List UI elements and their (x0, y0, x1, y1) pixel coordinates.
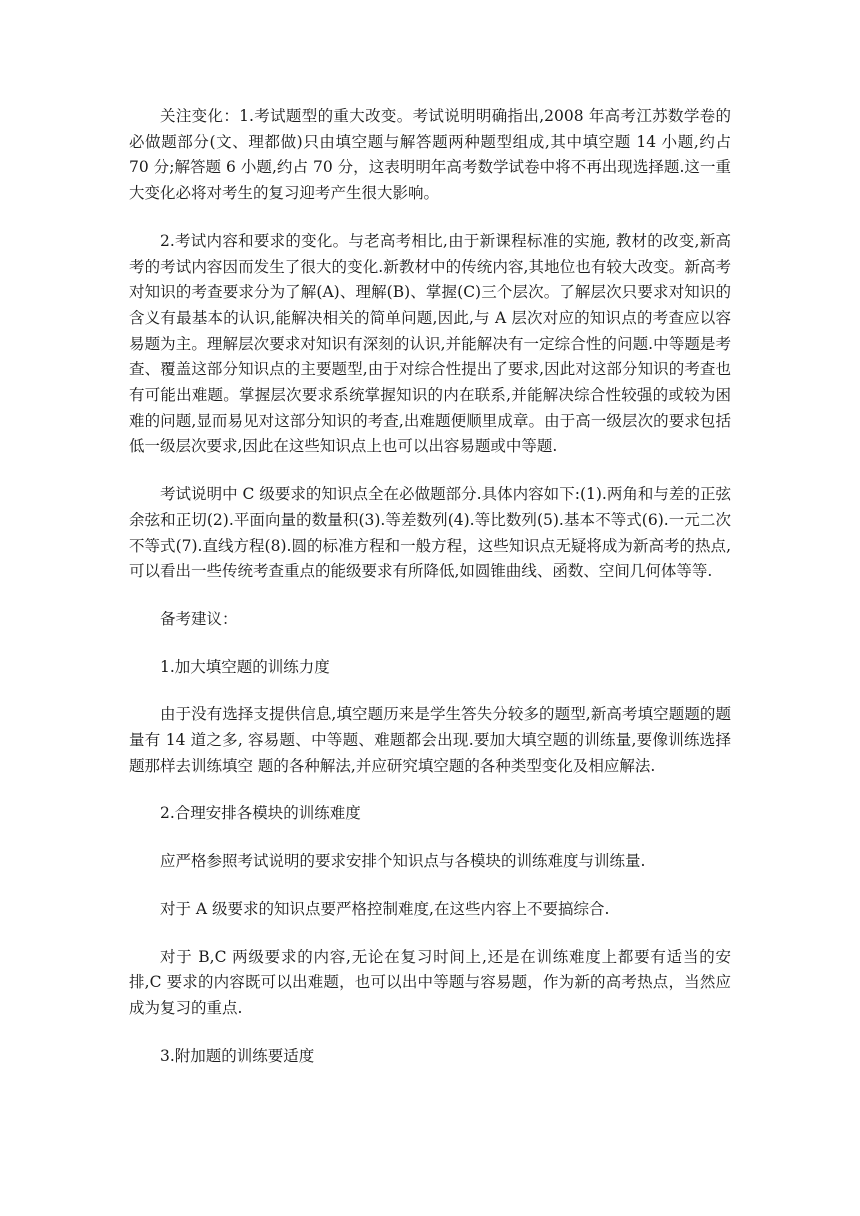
heading-preparation-advice: 备考建议： (160, 609, 238, 628)
paragraph-bc-level: 对于 B,C 两级要求的内容,无论在复习时间上,还是在训练难度上都要有适当的安排,C 要求的内容既可以出难题，也可以出中等题与容易题，作为新的高考热点，当然应成为复习的重点. (129, 947, 731, 1017)
paragraph-exam-format-change: 关注变化：1.考试题型的重大改变。考试说明明确指出,2008 年高考江苏数学卷的必做题部分(文、理都做)只由填空题与解答题两种题型组成,其中填空题 14 小题,约占 70 分;解答题 6 小题,约占 70 分，这表明明年高考数学试卷中将不再出现选择题.这一重大变化必将对考生的复习迎考产生很大影响。 (129, 107, 731, 203)
paragraph-content-requirements: 2.考试内容和要求的变化。与老高考相比,由于新课程标准的实施, 教材的改变,新高考的考试内容因而发生了很大的变化.新教材中的传统内容,其地位也有较大改变。新高考对知识的考查要求分为了解(A)、理解(B)、掌握(C)三个层次。了解层次只要求对知识的含义有最基本的认识,能解决相关的简单问题,因此,与 A 层次对应的知识点的考查应以容易题为主。理解层次要求对知识有深刻的认识,并能解决有一定综合性的问题.中等题是考查、覆盖这部分知识点的主要题型,由于对综合性提出了要求,因此对这部分知识的考查也有可能出难题。掌握层次要求系统掌握知识的内在联系,并能解决综合性较强的或较为困难的问题,显而易见对这部分知识的考查,出难题便顺里成章。由于高一级层次的要求包括低一级层次要求,因此在这些知识点上也可以出容易题或中等题. (129, 231, 731, 456)
heading-additional-questions: 3.附加题的训练要适度 (160, 1046, 315, 1065)
paragraph-module-difficulty: 应严格参照考试说明的要求安排个知识点与各模块的训练难度与训练量. (160, 852, 646, 871)
paragraph-a-level: 对于 A 级要求的知识点要严格控制难度,在这些内容上不要搞综合. (160, 899, 610, 918)
paragraph-c-level-topics: 考试说明中 C 级要求的知识点全在必做题部分.具体内容如下:(1).两角和与差的正弦余弦和正切(2).平面向量的数量积(3).等差数列(4).等比数列(5).基本不等式(6).一元二次不等式(7).直线方程(8).圆的标准方程和一般方程，这些知识点无疑将成为新高考的热点,可以看出一些传统考查重点的能级要求有所降低,如圆锥曲线、函数、空间几何体等等. (129, 485, 731, 581)
heading-fill-in-training: 1.加大填空题的训练力度 (160, 657, 330, 676)
document-page (129, 104, 731, 1091)
heading-module-difficulty: 2.合理安排各模块的训练难度 (160, 804, 361, 823)
paragraph-fill-in-training: 由于没有选择支提供信息,填空题历来是学生答失分较多的题型,新高考填空题题的题量有 14 道之多, 容易题、中等题、难题都会出现.要加大填空题的训练量,要像训练选择题那样去训练填空 题的各种解法,并应研究填空题的各种类型变化及相应解法. (129, 705, 731, 775)
